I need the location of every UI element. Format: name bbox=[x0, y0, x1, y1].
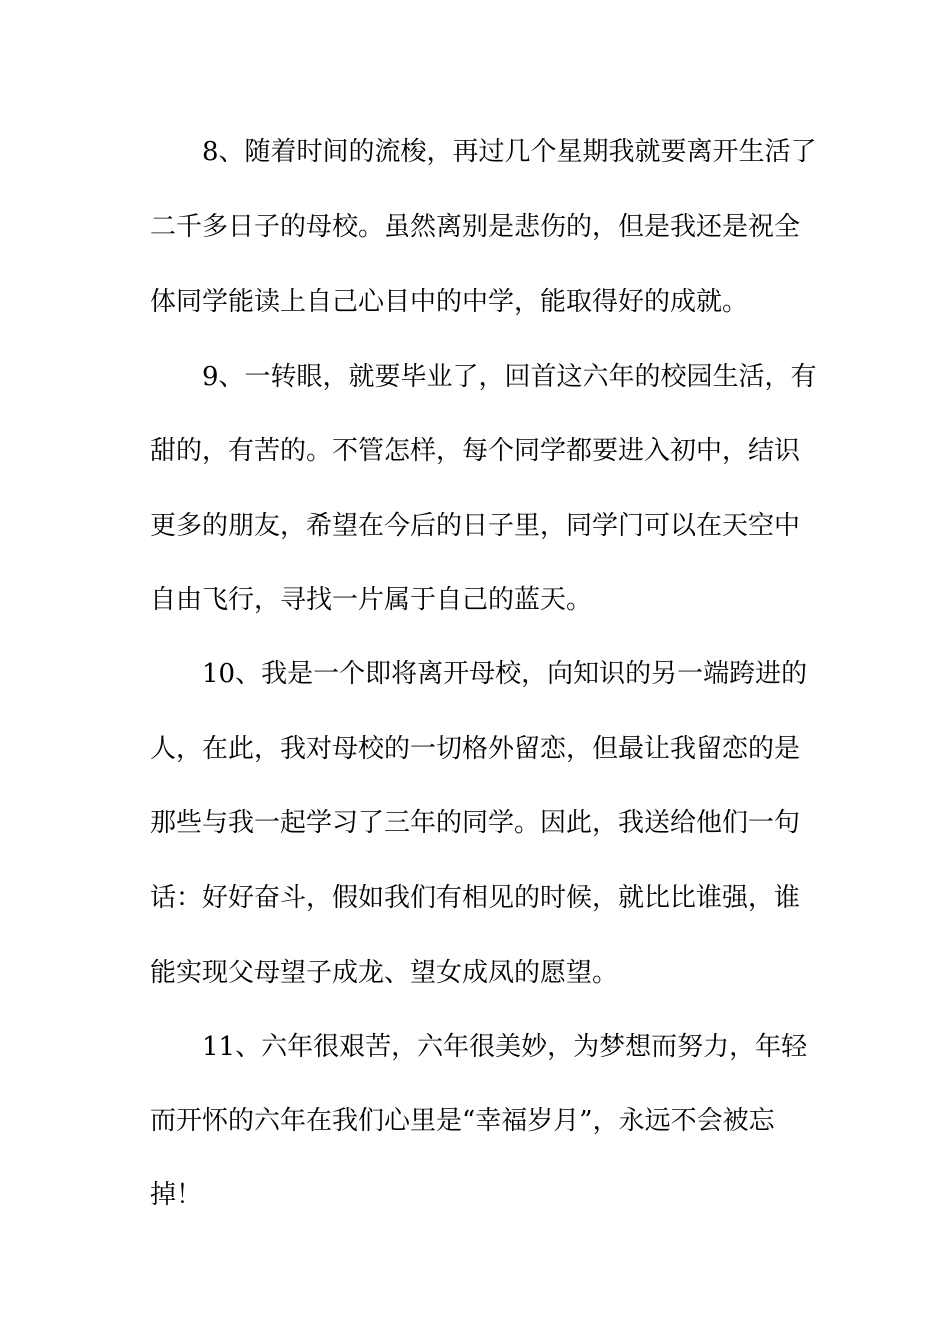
paragraph-9-line-2: 甜的，有苦的。不管怎样，每个同学都要进入初中，结识 bbox=[150, 436, 801, 466]
paragraph-9-line-4: 自由飞行，寻找一片属于自己的蓝天。 bbox=[150, 585, 593, 615]
paragraph-11-line-2: 而开怀的六年在我们心里是“幸福岁月”，永远不会被忘 bbox=[150, 1106, 775, 1136]
paragraph-9-line-3: 更多的朋友，希望在今后的日子里，同学门可以在天空中 bbox=[150, 511, 801, 541]
paragraph-8-line-1: 8、随着时间的流梭，再过几个星期我就要离开生活了 bbox=[202, 137, 817, 167]
paragraph-8-line-2: 二千多日子的母校。虽然离别是悲伤的，但是我还是祝全 bbox=[150, 212, 801, 242]
paragraph-10-line-2: 人，在此，我对母校的一切格外留恋，但最让我留恋的是 bbox=[150, 734, 801, 764]
paragraph-10-line-5: 能实现父母望子成龙、望女成凤的愿望。 bbox=[150, 958, 619, 988]
paragraph-10-line-3: 那些与我一起学习了三年的同学。因此，我送给他们一句 bbox=[150, 808, 801, 838]
paragraph-11-line-3: 掉！ bbox=[150, 1180, 203, 1210]
paragraph-9-line-1: 9、一转眼，就要毕业了，回首这六年的校园生活，有 bbox=[202, 362, 817, 392]
paragraph-11-line-1: 11、六年很艰苦，六年很美妙，为梦想而努力，年轻 bbox=[202, 1032, 808, 1062]
paragraph-10-line-4: 话：好好奋斗，假如我们有相见的时候，就比比谁强，谁 bbox=[150, 883, 801, 913]
paragraph-8-line-3: 体同学能读上自己心目中的中学，能取得好的成就。 bbox=[150, 287, 749, 317]
paragraph-10-line-1: 10、我是一个即将离开母校，向知识的另一端跨进的 bbox=[202, 659, 808, 689]
